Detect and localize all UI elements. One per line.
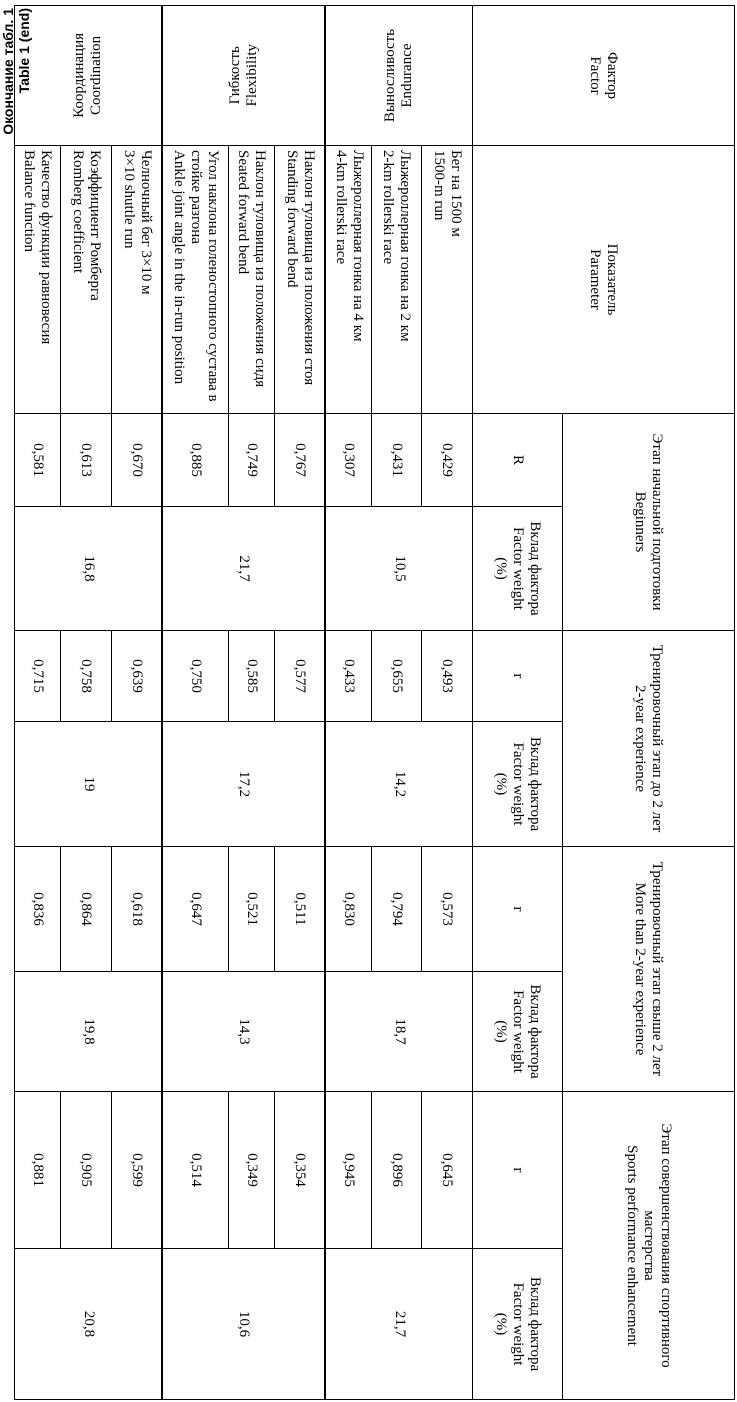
factor-weight-cell: 19 [15,722,163,847]
factor-weight-cell: 17,2 [163,722,326,847]
factor-weight-cell: 16,8 [15,507,163,631]
factor-weight-cell: 14,3 [163,972,326,1092]
r-value-cell: 0,618 [112,847,163,972]
parameter-cell: Наклон туловища из положения сидя Seated forward bend [229,146,275,414]
factor-weight-cell: 20,8 [15,1249,163,1400]
parameter-cell: Коэффициент Ромберга Romberg coefficient [61,146,112,414]
subheader-weight-3: Вклад фактора Factor weight (%) [473,972,563,1092]
factor-weight-cell: 14,2 [326,722,473,847]
r-value-cell: 0,433 [326,631,372,722]
subheader-r-2: r [473,631,563,722]
parameter-cell: Качество функции равновесия Balance function [15,146,61,414]
r-value-cell: 0,613 [61,414,112,507]
r-value-cell: 0,429 [422,414,473,507]
r-value-cell: 0,836 [15,847,61,972]
r-value-cell: 0,307 [326,414,372,507]
subheader-weight-4: Вклад фактора Factor weight (%) [473,1249,563,1400]
r-value-cell: 0,864 [61,847,112,972]
r-value-cell: 0,749 [229,414,275,507]
table-body [15,6,473,1400]
factor-weight-cell: 10,6 [163,1249,326,1400]
factor-cell: Выносливость Endurance [326,6,473,146]
table-row [275,6,326,1400]
factor-weight-cell: 19,8 [15,972,163,1092]
r-value-cell: 0,431 [372,414,422,507]
parameter-cell: Челночный бег 3×10 м 3×10 shuttle run [112,146,163,414]
r-value-cell: 0,577 [275,631,326,722]
header-factor: Фактор Factor [473,6,735,146]
r-value-cell: 0,885 [163,414,229,507]
r-value-cell: 0,670 [112,414,163,507]
table-row [326,6,372,1400]
header-parameter: Показатель Parameter [473,146,735,414]
r-value-cell: 0,521 [229,847,275,972]
header-stage-2: Тренировочный этап до 2 лет 2-year experience [563,631,735,847]
header-stage-1: Этап начальной подготовки Beginners [563,414,735,631]
parameter-cell: Наклон туловища из положения стоя Standing forward bend [275,146,326,414]
subheader-r-3: r [473,847,563,972]
r-value-cell: 0,830 [326,847,372,972]
r-value-cell: 0,639 [112,631,163,722]
r-value-cell: 0,905 [61,1092,112,1249]
parameter-cell: Лыжероллерная гонка на 4 км 4-km rollerski race [326,146,372,414]
factor-weight-cell: 21,7 [326,1249,473,1400]
r-value-cell: 0,514 [163,1092,229,1249]
subheader-r-4: r [473,1092,563,1249]
factor-weight-cell: 18,7 [326,972,473,1092]
r-value-cell: 0,655 [372,631,422,722]
r-value-cell: 0,599 [112,1092,163,1249]
table-row [61,6,112,1400]
table-header [473,6,735,1400]
r-value-cell: 0,794 [372,847,422,972]
table-row [112,6,163,1400]
table-row [15,6,61,1400]
parameter-cell: Угол наклона голеностопного сустава в стойке разгона Ankle joint angle in the in-run position [163,146,229,414]
r-value-cell: 0,750 [163,631,229,722]
factor-weight-cell: 21,7 [163,507,326,631]
parameter-cell: Бег на 1500 м 1500-m run [422,146,473,414]
subheader-weight-1: Вклад фактора Factor weight (%) [473,507,563,631]
r-value-cell: 0,645 [422,1092,473,1249]
r-value-cell: 0,573 [422,847,473,972]
r-value-cell: 0,715 [15,631,61,722]
factor-cell: Координация Coordination [15,6,163,146]
table-row [422,6,473,1400]
r-value-cell: 0,647 [163,847,229,972]
r-value-cell: 0,354 [275,1092,326,1249]
parameter-cell: Лыжероллерная гонка на 2 км 2-km rollerski race [372,146,422,414]
caption-en: Table 1 (end) [16,8,32,94]
r-value-cell: 0,581 [15,414,61,507]
header-stage-4: Этап совершенствования спортивного мастерства Sports performance enhancement [563,1092,735,1400]
r-value-cell: 0,945 [326,1092,372,1249]
table-row [163,6,229,1400]
table-row [229,6,275,1400]
r-value-cell: 0,758 [61,631,112,722]
table-row [372,6,422,1400]
subheader-weight-2: Вклад фактора Factor weight (%) [473,722,563,847]
subheader-r-1: R [473,414,563,507]
r-value-cell: 0,493 [422,631,473,722]
caption-ru: Окончание табл. 1 [0,8,16,135]
factor-weight-cell: 10,5 [326,507,473,631]
header-stage-3: Тренировочный этап свыше 2 лет More than 2-year experience [563,847,735,1092]
r-value-cell: 0,585 [229,631,275,722]
r-value-cell: 0,511 [275,847,326,972]
factor-cell: Гибкость Flexibility [163,6,326,146]
correlation-table [14,5,735,1400]
r-value-cell: 0,881 [15,1092,61,1249]
r-value-cell: 0,349 [229,1092,275,1249]
r-value-cell: 0,896 [372,1092,422,1249]
r-value-cell: 0,767 [275,414,326,507]
